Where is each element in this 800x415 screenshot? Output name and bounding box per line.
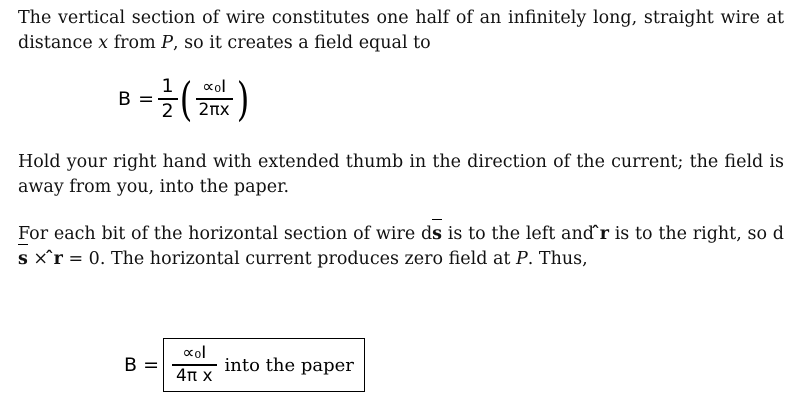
- answer-box: [163, 338, 365, 392]
- equation1-outer-numerator: 1: [161, 75, 174, 97]
- variable-p: P: [161, 32, 174, 53]
- unit-vector-r-hat-2: [54, 247, 63, 272]
- equation-field-magnitude: [118, 72, 251, 127]
- equation2-lhs: B =: [124, 354, 159, 376]
- cross-product-symbol: ×: [27, 248, 54, 269]
- paragraph3-text-3: is to the right, so d: [608, 224, 784, 244]
- equation1-one-half: [158, 76, 178, 122]
- equation2-numerator: ∝₀I: [182, 343, 207, 364]
- equation2-denominator: 4π x: [176, 365, 213, 386]
- paragraph3-text-2: is to the left and: [442, 224, 600, 244]
- equation2-fraction: [172, 344, 217, 386]
- variable-x: x: [98, 32, 109, 53]
- equation1-outer-denominator: 2: [161, 99, 174, 122]
- equation2-annotation: into the paper: [224, 354, 354, 376]
- equation1-inner-numerator: ∝₀I: [202, 77, 227, 98]
- vector-ds-1: s: [432, 222, 442, 247]
- equation1-lhs: B =: [118, 88, 155, 111]
- paragraph-intro-text-1: The vertical section of wire constitutes one half of an infinitely long, straight wire at distance: [18, 8, 784, 53]
- equation1-open-paren: (: [179, 72, 192, 127]
- unit-vector-r-hat-1: [600, 222, 609, 247]
- paragraph3-text-1: For each bit of the horizontal section of wire d: [18, 224, 433, 244]
- paragraph-horizontal-section: [18, 222, 784, 272]
- paragraph-intro-text-2: from: [108, 32, 162, 53]
- paragraph3-text-5: . Thus,: [527, 248, 588, 269]
- vector-ds-2: s: [18, 247, 28, 272]
- paragraph-intro-text-3: , so it creates a field equal to: [173, 32, 431, 53]
- paragraph3-text-4: = 0. The horizontal current produces zero field at: [62, 248, 516, 269]
- variable-p-2: P: [516, 248, 528, 269]
- equation1-inner-fraction: [196, 78, 233, 120]
- unit-vector-r-hat-2-letter: r: [53, 248, 63, 269]
- equation1-inner-denominator: 2πx: [198, 99, 230, 120]
- paragraph-right-hand-rule: Hold your right hand with extended thumb in the direction of the current; the field is away from you, into the paper.: [18, 152, 784, 197]
- unit-vector-r-hat-1-letter: r: [599, 224, 609, 244]
- equation1-close-paren: ): [236, 72, 249, 127]
- equation-final-answer: [124, 338, 365, 392]
- paragraph-intro: [18, 6, 784, 56]
